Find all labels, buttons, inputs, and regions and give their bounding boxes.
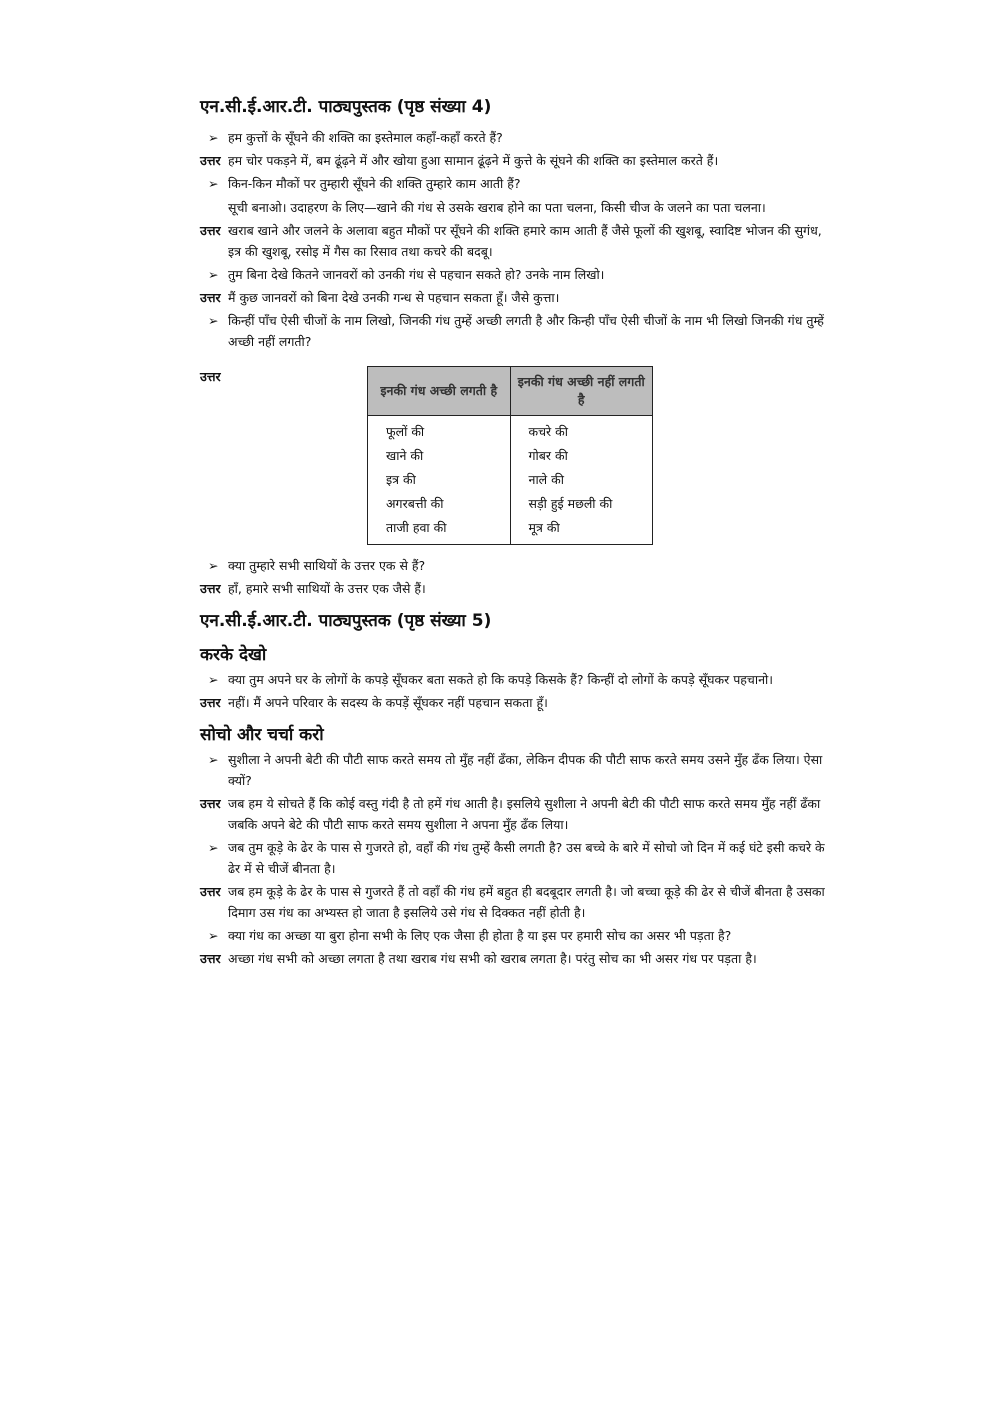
document-page: [200, 0, 825, 1009]
section-heading-page-5: एन.सी.ई.आर.टी. पाठ्यपुस्तक (पृष्ठ संख्या 5): [200, 611, 492, 631]
answer-label: उत्तर: [200, 951, 221, 966]
question-1: [200, 127, 825, 148]
table-cell: इत्र की: [368, 468, 511, 492]
table-cell: खाने की: [368, 444, 511, 468]
table-cell: गोबर की: [510, 444, 653, 468]
answer-2: [200, 220, 825, 262]
table-cell: ताजी हवा की: [368, 516, 511, 545]
arrow-bullet-icon: ➢: [208, 176, 219, 191]
answer-3: [200, 287, 825, 308]
table-cell: अगरबत्ती की: [368, 492, 511, 516]
section-heading-page-4: एन.सी.ई.आर.टी. पाठ्यपुस्तक (पृष्ठ संख्या 4): [200, 97, 492, 117]
question-text: सुशीला ने अपनी बेटी की पौटी साफ करते समय तो मुँह नहीं ढँका, लेकिन दीपक की पौटी साफ करते समय उसने मुँह ढँक लिया। ऐसा क्यों?: [228, 752, 823, 788]
arrow-bullet-icon: ➢: [208, 672, 219, 687]
subheading-karke-dekho: करके देखो: [200, 645, 267, 665]
table-cell: नाले की: [510, 468, 653, 492]
arrow-bullet-icon: ➢: [208, 752, 219, 767]
question-text: तुम बिना देखे कितने जानवरों को उनकी गंध से पहचान सकते हो? उनके नाम लिखो।: [228, 267, 605, 282]
answer-label: उत्तर: [200, 290, 221, 305]
question-9: [200, 925, 825, 946]
column-header-good-smell: इनकी गंध अच्छी लगती है: [368, 367, 511, 416]
answer-label: उत्तर: [200, 369, 221, 384]
answer-text: जब हम कूड़े के ढेर के पास से गुजरते हैं तो वहाँ की गंध हमें बहुत ही बदबूदार लगती है। जो बच्चा कूड़े की ढेर से चीजें बीनता है उसका दिमाग उस गंध का अभ्यस्त हो जाता है इसलिये उसे गंध से दिक्कत नहीं होती है।: [228, 884, 825, 920]
question-2: [200, 173, 825, 218]
question-text: क्या तुम अपने घर के लोगों के कपड़े सूँघकर बता सकते हो कि कपड़े किसके हैं? किन्हीं दो लोगों के कपड़े सूँघकर पहचानो।: [228, 672, 774, 687]
answer-7: [200, 793, 825, 835]
answer-label: उत्तर: [200, 153, 221, 168]
answer-8: [200, 881, 825, 923]
table-row: [368, 444, 653, 468]
arrow-bullet-icon: ➢: [208, 130, 219, 145]
question-6: [200, 669, 825, 690]
question-5: [200, 555, 825, 576]
answer-1: [200, 150, 825, 171]
table-row: [368, 492, 653, 516]
question-text: हम कुत्तों के सूँघने की शक्ति का इस्तेमाल कहाँ-कहाँ करते हैं?: [228, 130, 503, 145]
table-row: [368, 516, 653, 545]
answer-text: अच्छा गंध सभी को अच्छा लगता है तथा खराब गंध सभी को खराब लगता है। परंतु सोच का भी असर गंध पर पड़ता है।: [228, 951, 757, 966]
arrow-bullet-icon: ➢: [208, 267, 219, 282]
smell-table: [367, 366, 653, 545]
answer-label: उत्तर: [200, 581, 221, 596]
subheading-socho-aur-charcha-karo: सोचो और चर्चा करो: [200, 725, 324, 745]
arrow-bullet-icon: ➢: [208, 558, 219, 573]
arrow-bullet-icon: ➢: [208, 928, 219, 943]
answer-5: [200, 578, 825, 599]
question-text: जब तुम कूड़े के ढेर के पास से गुजरते हो, वहाँ की गंध तुम्हें कैसी लगती है? उस बच्चे के बारे में सोचो जो दिन में कई घंटे इसी कचरे के ढेर में से चीजें बीनता है।: [228, 840, 825, 876]
table-cell: कचरे की: [510, 416, 653, 445]
arrow-bullet-icon: ➢: [208, 313, 219, 328]
column-header-bad-smell: इनकी गंध अच्छी नहीं लगती है: [510, 367, 653, 416]
answer-text: खराब खाने और जलने के अलावा बहुत मौकों पर सूँघने की शक्ति हमारे काम आती हैं जैसे फूलों की खुशबू, स्वादिष्ट भोजन की सुगंध, इत्र की खुशबू, रसोइ में गैस का रिसाव तथा कचरे की बदबू।: [228, 223, 822, 259]
answer-text: हम चोर पकड़ने में, बम ढूंढ़ने में और खोया हुआ सामान ढूंढ़ने में कुत्ते के सूंघने की शक्ति का इस्तेमाल करते हैं।: [228, 153, 719, 168]
question-7: [200, 749, 825, 791]
answer-text: मैं कुछ जानवरों को बिना देखे उनकी गन्ध से पहचान सकता हूँ। जैसे कुत्ता।: [228, 290, 560, 305]
answer-4: [200, 366, 825, 545]
table-cell: मूत्र की: [510, 516, 653, 545]
answer-label: उत्तर: [200, 695, 221, 710]
question-text: क्या तुम्हारे सभी साथियों के उत्तर एक से हैं?: [228, 558, 426, 573]
answer-text: हाँ, हमारे सभी साथियों के उत्तर एक जैसे हैं।: [228, 581, 426, 596]
question-4: [200, 310, 825, 352]
question-text: क्या गंध का अच्छा या बुरा होना सभी के लिए एक जैसा ही होता है या इस पर हमारी सोच का असर भी पड़ता है?: [228, 928, 732, 943]
question-3: [200, 264, 825, 285]
answer-label: उत्तर: [200, 796, 221, 811]
question-continuation: सूची बनाओ। उदाहरण के लिए—खाने की गंध से उसके खराब होने का पता चलना, किसी चीज के जलने का पता चलना।: [228, 200, 766, 215]
answer-6: [200, 692, 825, 713]
table-row: [368, 468, 653, 492]
table-cell: फूलों की: [368, 416, 511, 445]
answer-text: जब हम ये सोचते हैं कि कोई वस्तु गंदी है तो हमें गंध आती है। इसलिये सुशीला ने अपनी बेटी की पौटी साफ करते समय मुँह नहीं ढँका जबकि अपने बेटे की पौटी साफ करते समय सुशीला ने अपना मुँह ढँक लिया।: [228, 796, 821, 832]
question-text: किन-किन मौकों पर तुम्हारी सूँघने की शक्ति तुम्हारे काम आती हैं?: [228, 176, 521, 191]
answer-label: उत्तर: [200, 223, 221, 238]
table-row: [368, 416, 653, 445]
answer-label: उत्तर: [200, 884, 221, 899]
arrow-bullet-icon: ➢: [208, 840, 219, 855]
table-cell: सड़ी हुई मछली की: [510, 492, 653, 516]
answer-text: नहीं। मैं अपने परिवार के सदस्य के कपड़ें सूँघकर नहीं पहचान सकता हूँ।: [228, 695, 548, 710]
table-header-row: [368, 367, 653, 416]
answer-9: [200, 948, 825, 969]
question-8: [200, 837, 825, 879]
question-text: किन्हीं पाँच ऐसी चीजों के नाम लिखो, जिनकी गंध तुम्हें अच्छी लगती है और किन्ही पाँच ऐसी चीजों के नाम भी लिखो जिनकी गंध तुम्हें अच्छी नहीं लगती?: [228, 313, 824, 349]
